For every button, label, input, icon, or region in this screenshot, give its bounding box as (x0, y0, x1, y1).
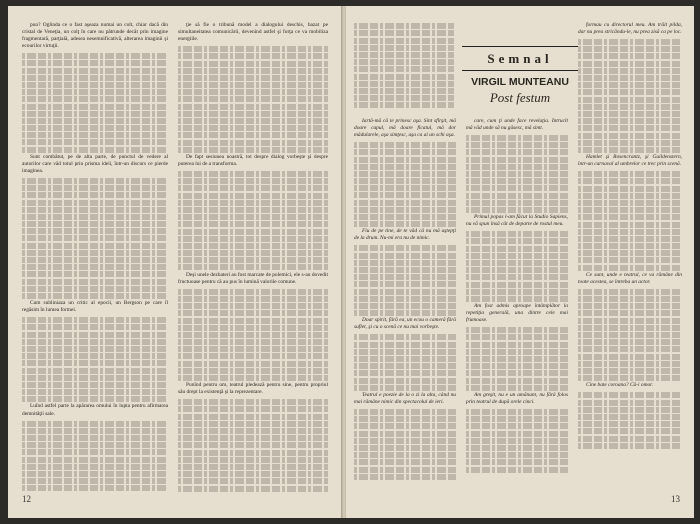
paragraph: Sunt combătut, pe de alta parte, de punctul de vedere al autorilor care văd totul prin prisma ideii, într-un discurs ce pierde imaginea. (22, 153, 168, 174)
paragraph: De fapt sesiunea noastră, tot despre dialog vorbeşte şi despre puterea lui de a transforma. (178, 153, 328, 167)
article-column-1 (354, 118, 456, 498)
page-number: 13 (671, 494, 680, 504)
paragraph: care, cum ţi unde face revelaţia. Întrucît mă văd unde să nu găsesc, mă simt. (466, 118, 568, 132)
paragraph: Fiu de pe tine, de te văd că nu mă aştepţi de la drum. Nu-mi era nu de nimic. (354, 228, 456, 242)
paragraph: Hamlet şi Rosencrantz, şi Guildenstern, într-un carnaval al umbrelor ce trec prin scenă. (578, 154, 682, 168)
article-column-3 (578, 22, 682, 498)
rubric-title: Semnal (462, 46, 578, 71)
paragraph: Am fost admis aproape întâmplător la repetiţia generală, una dintre cele mai frumoase. (466, 303, 568, 324)
paragraph: Luînd astfel parte la apărarea omului în lupta pentru afirmarea demnităţii sale. (22, 403, 168, 417)
article-header (462, 46, 578, 106)
paragraph: Cine bate coroana? Că-i omor. (586, 382, 654, 389)
paragraph: Primul popas l-am făcut la Studio Sapiens, nu vă spun însă cât de departe de rostul meu. (466, 214, 568, 228)
page-number: 12 (22, 494, 31, 504)
right-page (345, 6, 694, 518)
paragraph: Am greşit, nu e un amănunt, nu fără folos prin teatrul de după orele cinci. (466, 391, 568, 405)
paragraph: pun? Oglinda ce o fast aşeaza numai un colt, chiar dacă din cristal de Veneţia, un colţ în care nu pătrunde decât prin imagine fragmentară, parţială, adesea nesemnificativă, alterarea imaginii şi ecourilor virtuţii. (22, 22, 168, 50)
article-column-2 (466, 118, 568, 498)
paragraph: ţie să fie o tribună model a dialogului deschis, bazat pe simultaneitatea comunicării, devenind astfel şi forţa ce va mobiliza energiile. (178, 22, 328, 43)
left-page (8, 6, 344, 518)
paragraph: Doar spirit, fără ea, un ecou o cameră fără suflet, şi cu o scenă ce nu mai vorbeşte. (354, 317, 456, 331)
paragraph: Ce sunt, unde e teatrul, ce va rămâne din toate acestea, se întreba un actor. (578, 271, 682, 285)
paragraph: Teatrul e poezie de la o zi la alta, când nu mai rămâne nimic din spectacolul de ieri. (354, 391, 456, 405)
paragraph: Cum subliniaza un critic al epocii, un Bergson pe care îl regăsim în lumea formei. (22, 300, 168, 314)
author-name: VIRGIL MUNTEANU (471, 76, 569, 88)
left-column-1 (22, 22, 168, 492)
paragraph: Deşi unele dezbateri au fost marcate de polemici, ele s-au dovedit fructuoase pentru că au pus în lumină valorile comune. (178, 271, 328, 285)
paragraph: formau cu directorul meu. Am trăit pilda, dar nu prea stricăndu-le, nu prea zisă ca pe loc. (578, 22, 682, 36)
left-column-2 (178, 22, 328, 492)
paragraph: Iartă-mă că te prinesc aşa. Sint sfîrşit, mă doare capul, mă doare ficatul, mă dor mădularele, aşa simţesc, aşa ca ai un schi aşa. (354, 118, 456, 139)
article-headline: Post festum (489, 90, 551, 105)
paragraph: Punînd pentru om, teatrul pledează pentru sine, pentru propriul său drept la existenţă şi la reprezentare. (178, 382, 328, 396)
